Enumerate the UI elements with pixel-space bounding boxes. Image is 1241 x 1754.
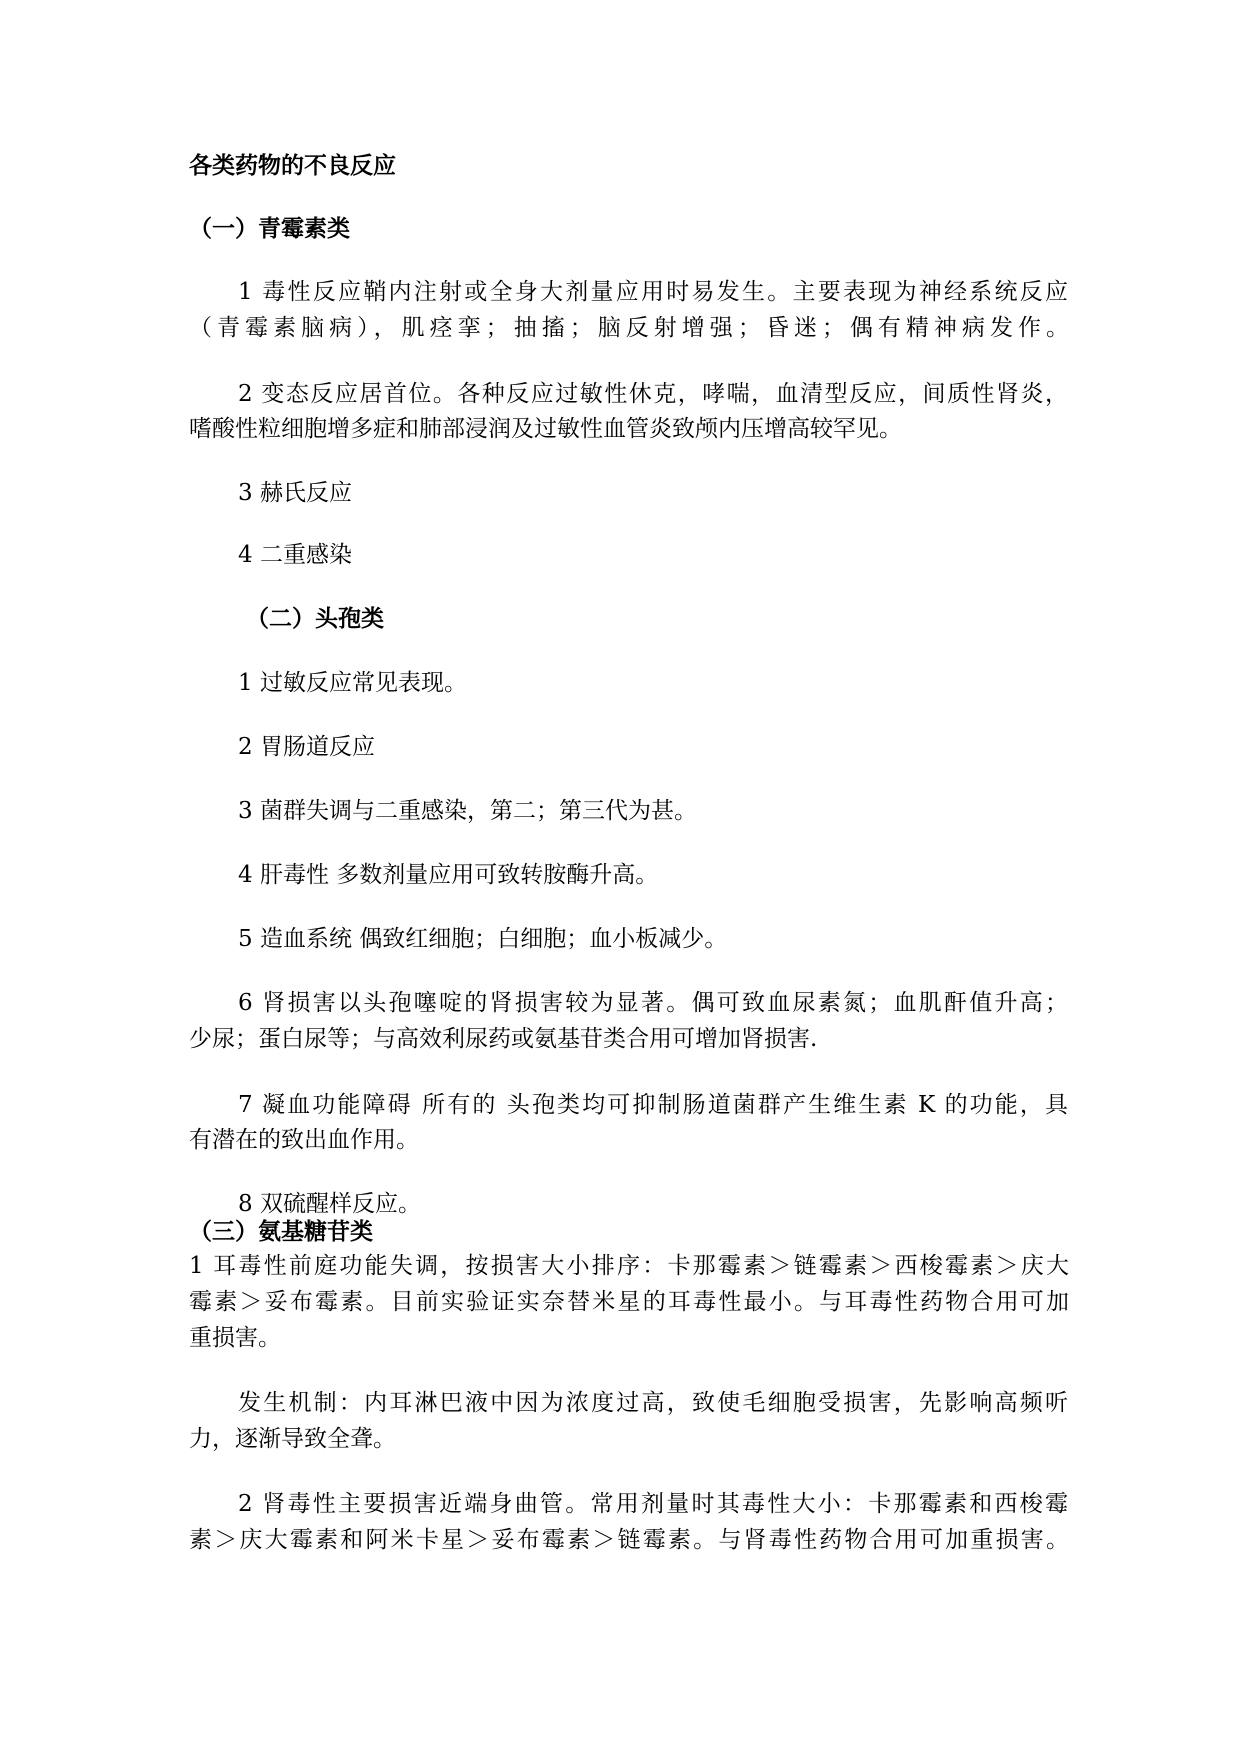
paragraph-line: 8 双硫醒样反应。 (238, 1191, 421, 1217)
section-heading-penicillin: （一）青霉素类 (189, 216, 350, 242)
paragraph-line: 3 赫氏反应 (238, 480, 352, 506)
paragraph-line: 少尿；蛋白尿等；与高效利尿药或氨基苷类合用可增加肾损害. (189, 1026, 818, 1052)
paragraph-line: 1 毒性反应鞘内注射或全身大剂量应用时易发生。主要表现为神经系统反应 (238, 279, 1068, 305)
paragraph-line: 2 变态反应居首位。各种反应过敏性休克，哮喘，血清型反应，间质性肾炎， (238, 381, 1068, 407)
paragraph-line: 嗜酸性粒细胞增多症和肺部浸润及过敏性血管炎致颅内压增高较罕见。 (189, 416, 902, 442)
document-title: 各类药物的不良反应 (189, 153, 396, 179)
paragraph-line: 霉素＞妥布霉素。目前实验证实奈替米星的耳毒性最小。与耳毒性药物合用可加 (189, 1289, 1069, 1315)
paragraph-line: 重损害。 (189, 1325, 281, 1351)
paragraph-line: 4 肝毒性 多数剂量应用可致转胺酶升高。 (238, 862, 659, 888)
section-heading-aminoglycoside: （三）氨基糖苷类 (189, 1219, 373, 1245)
paragraph-line: 1 耳毒性前庭功能失调，按损害大小排序：卡那霉素＞链霉素＞西梭霉素＞庆大 (189, 1253, 1069, 1279)
paragraph-line: 2 肾毒性主要损害近端身曲管。常用剂量时其毒性大小：卡那霉素和西梭霉 (238, 1491, 1068, 1517)
paragraph-line: 发生机制：内耳淋巴液中因为浓度过高，致使毛细胞受损害，先影响高频听 (238, 1390, 1068, 1416)
section-heading-cephalosporin: （二）头孢类 (246, 606, 384, 632)
paragraph-line: 有潜在的致出血作用。 (189, 1127, 419, 1153)
paragraph-line: 7 凝血功能障碍 所有的 头孢类均可抑制肠道菌群产生维生素 K 的功能，具 (238, 1092, 1068, 1118)
paragraph-line: 2 胃肠道反应 (238, 734, 375, 760)
paragraph-line: 1 过敏反应常见表现。 (238, 670, 467, 696)
paragraph-line: 力，逐渐导致全聋。 (189, 1426, 396, 1452)
paragraph-line: 素＞庆大霉素和阿米卡星＞妥布霉素＞链霉素。与肾毒性药物合用可加重损害。 (189, 1527, 1069, 1553)
paragraph-line: 3 菌群失调与二重感染，第二；第三代为甚。 (238, 798, 697, 824)
paragraph-line: （青霉素脑病），肌痉挛；抽搐；脑反射增强；昏迷；偶有精神病发作。 (189, 315, 1069, 341)
paragraph-line: 4 二重感染 (238, 542, 352, 568)
paragraph-line: 5 造血系统 偶致红细胞；白细胞；血小板减少。 (238, 926, 728, 952)
paragraph-line: 6 肾损害以头孢噻啶的肾损害较为显著。偶可致血尿素氮；血肌酐值升高； (238, 990, 1068, 1016)
